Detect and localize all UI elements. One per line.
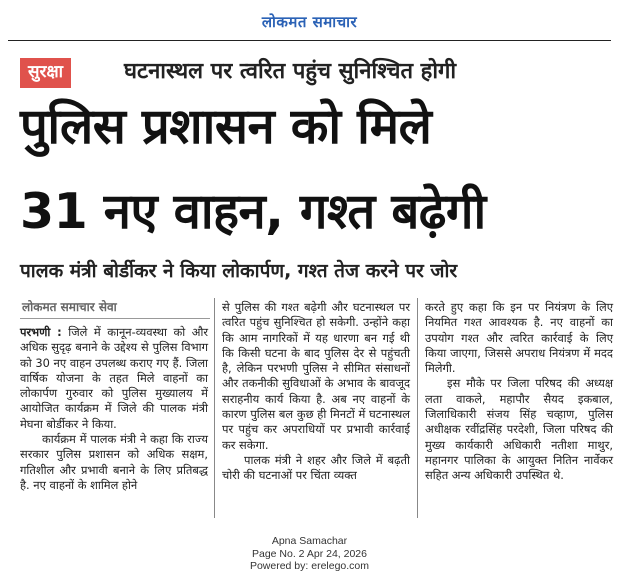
byline: लोकमत समाचार सेवा [22, 300, 117, 314]
article-column-2 [222, 300, 410, 484]
paragraph-text: जिले में कानून-व्यवस्था को और अधिक सुदृढ़ बनाने के उद्देश्य से पुलिस विभाग को 30 नए वाहन उपलब्ध कराए गए हैं. जिला वार्षिक योजना के तहत मिले वाहनों का लोकार्पण गुरुवार को पुलिस मुख्यालय में आयोजित कार्यक्रम में जिले की पालक मंत्री मेघना बोर्डीकर ने किया. [20, 325, 209, 431]
masthead [0, 0, 619, 40]
paragraph: इस मौके पर जिला परिषद की अध्यक्ष लता वाकले, महापौर सैयद इकबाल, जिलाधिकारी संजय सिंह चव्हाण, पुलिस अधीक्षक रवींद्रसिंह परदेशी, जिला परिषद की मुख्य कार्यकारी अधिकारी नतीशा माथुर, महानगर पालिका के आयुक्त नितिन नार्वेकर सहित अन्य अधिकारी उपस्थित थे. [425, 376, 613, 483]
byline-rule [20, 318, 210, 319]
article-column-1 [20, 325, 208, 493]
masthead-title: लोकमत समाचार [261, 13, 358, 31]
footer-powered-by: Powered by: erelego.com [249, 560, 370, 572]
paragraph: कार्यक्रम में पालक मंत्री ने कहा कि राज्य सरकार पुलिस प्रशासन को अधिक सक्षम, गतिशील और प्रभावी बनाने के लिए प्रतिबद्ध है. नए वाहनों के शामिल होने [20, 432, 208, 492]
dateline: परभणी : [20, 325, 62, 339]
column-divider [214, 298, 215, 518]
footer-page-date: Page No. 2 Apr 24, 2026 [251, 547, 367, 560]
article-column-3 [425, 300, 613, 484]
paragraph: करते हुए कहा कि इन पर नियंत्रण के लिए नियमित गश्त आवश्यक है. नए वाहनों का उपयोग गश्त और त्वरित कार्रवाई के लिए किया जाएगा, जिससे अपराध नियंत्रण में मदद मिलेगी. [425, 300, 613, 376]
section-tag: सुरक्षा [20, 58, 71, 88]
footer [0, 535, 619, 573]
kicker-row [20, 58, 610, 90]
subheadline: पालक मंत्री बोर्डीकर ने किया लोकार्पण, गश्त तेज करने पर जोर [20, 260, 458, 282]
headline-line-1: पुलिस प्रशासन को मिले [20, 98, 432, 155]
masthead-rule [8, 40, 611, 41]
headline-line-2: 31 नए वाहन, गश्त बढ़ेगी [20, 183, 486, 240]
paragraph [20, 325, 208, 432]
footer-publication: Apna Samachar [271, 535, 348, 547]
paragraph: पालक मंत्री ने शहर और जिले में बढ़ती चोरी की घटनाओं पर चिंता व्यक्त [222, 452, 410, 483]
paragraph: से पुलिस की गश्त बढ़ेगी और घटनास्थल पर त्वरित पहुंच सुनिश्चित हो सकेगी. उन्होंने कहा कि आम नागरिकों में यह धारणा बन गई थी कि किसी घटना के बाद पुलिस देर से पहुंचती है, लेकिन परभणी पुलिस ने सीमित संसाधनों और तकनीकी सुविधाओं के अभाव के बावजूद सराहनीय कार्य किया है. अब नए वाहनों के कारण पुलिस बल कुछ ही मिनटों में घटनास्थल पर पहुंच कर अपराधियों पर प्रभावी कार्रवाई कर सकेगा. [222, 300, 410, 452]
column-divider [417, 298, 418, 518]
kicker-text: घटनास्थल पर त्वरित पहुंच सुनिश्चित होगी [124, 59, 457, 84]
